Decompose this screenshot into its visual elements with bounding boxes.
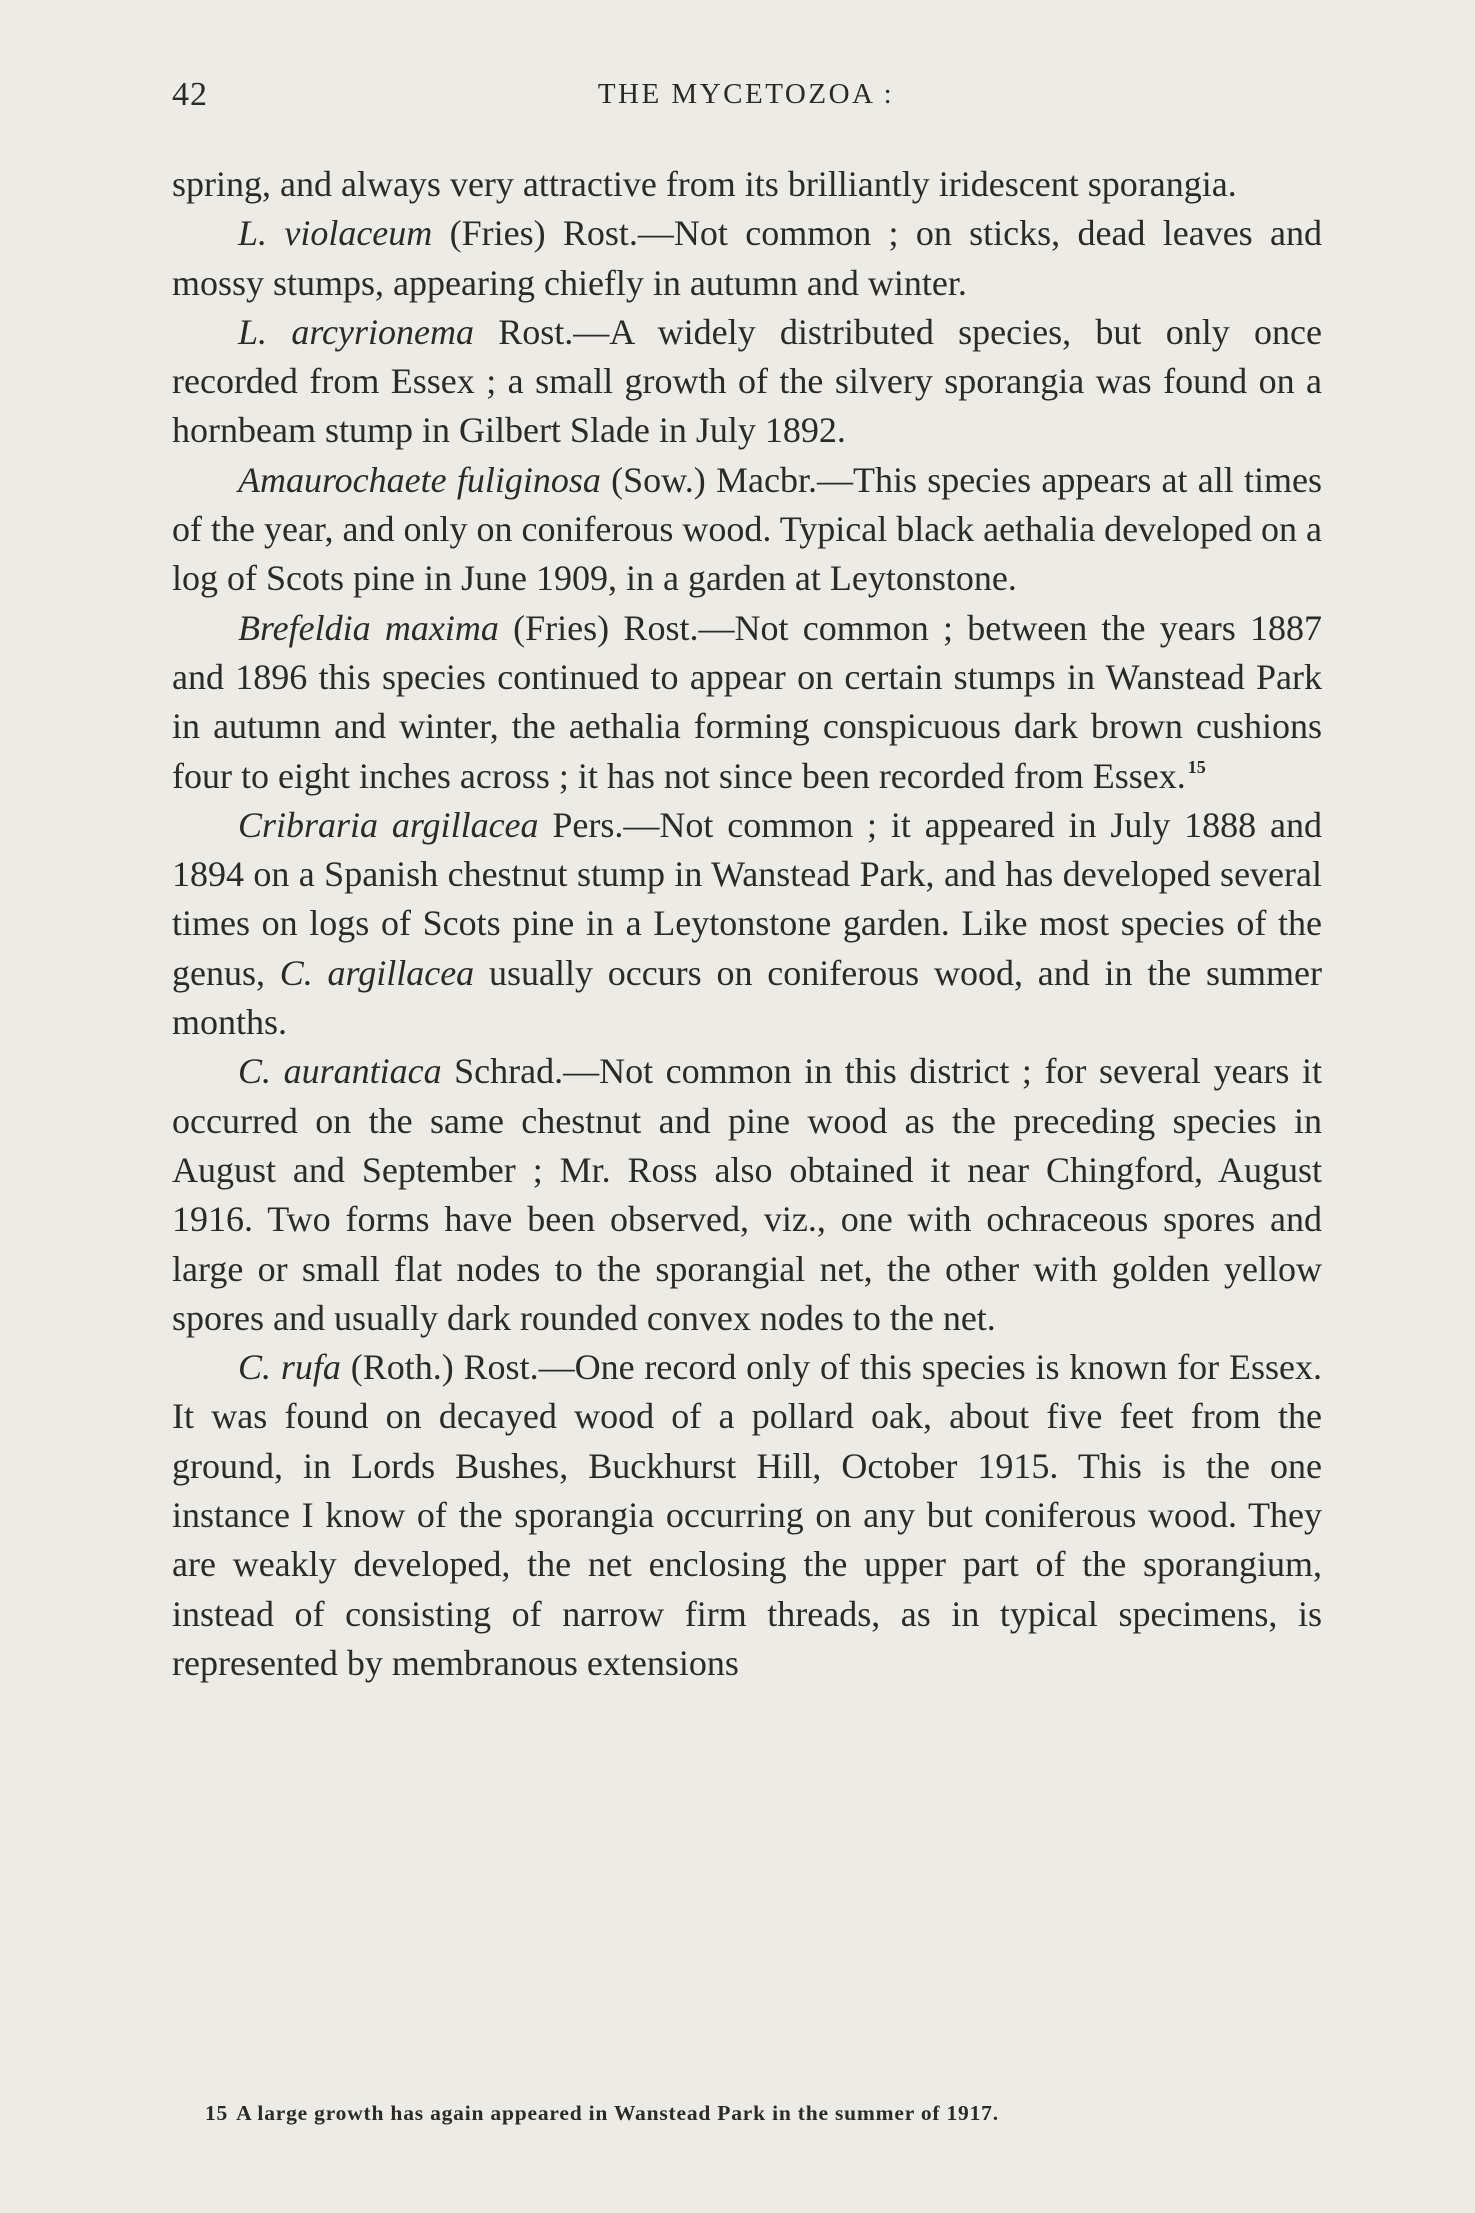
paragraph-text: usually occurs on coniferous wood, and in the summer months. xyxy=(172,952,1322,1043)
footnote-reference: 15 xyxy=(1187,756,1206,777)
paragraph-text: (Fries) Rost.—Not common ; between the years 1887 and 1896 this species continued to appear on certain stumps in Wanstead Park in autumn and winter, the aethalia forming conspicuous dark brown cushions four to eight inches across ; it has not since been recorded from Essex. xyxy=(172,607,1322,796)
paragraph-text: Schrad.—Not common in this district ; for several years it occurred on the same chestnut and pine wood as the preceding species in August and September ; Mr. Ross also obtained it near Chingford, August 1916. Two forms have been observed, viz., one with ochraceous spores and large or small flat nodes to the sporangial net, the other with golden yellow spores and usually dark rounded convex nodes to the net. xyxy=(172,1051,1322,1338)
body-text xyxy=(172,160,1322,1688)
paragraph-amaurochaete-fuliginosa xyxy=(172,456,1322,604)
species-name: Cribraria argillacea xyxy=(238,804,539,845)
paragraph-c-aurantiaca xyxy=(172,1047,1322,1343)
footnote-text: A large growth has again appeared in Wanstead Park in the summer of 1917. xyxy=(236,2101,999,2125)
paragraph-continuation xyxy=(172,160,1322,209)
paragraph-text: (Roth.) Rost.—One record only of this species is known for Essex. It was found on decayed wood of a pollard oak, about five feet from the ground, in Lords Bushes, Buckhurst Hill, October 1915. This is the one instance I know of the sporangia occurring on any but coniferous wood. They are weakly developed, the net enclosing the upper part of the sporangium, instead of consisting of narrow firm threads, as in typical specimens, is represented by membranous extensions xyxy=(172,1347,1323,1683)
species-name: C. rufa xyxy=(238,1347,341,1388)
page-number: 42 xyxy=(172,76,208,113)
paragraph-c-rufa xyxy=(172,1343,1322,1688)
species-name-inline: C. argillacea xyxy=(279,952,475,993)
footnote-number: 15 xyxy=(205,2101,229,2125)
species-name: L. arcyrionema xyxy=(238,311,474,352)
paragraph-text: Pers.—Not common ; it appeared in July 1888 and 1894 on a Spanish chestnut stump in Wanstead Park, and has developed several times on logs of Scots pine in a Leytonstone garden. Like most species of the genus, xyxy=(172,804,1322,993)
paragraph-brefeldia-maxima xyxy=(172,604,1322,801)
paragraph-text: (Sow.) Macbr.—This species appears at all times of the year, and only on coniferous wood. Typical black aethalia developed on a log of Scots pine in June 1909, in a garden at Leytonstone. xyxy=(172,459,1322,599)
paragraph-cribraria-argillacea xyxy=(172,801,1322,1047)
species-name: C. aurantiaca xyxy=(238,1051,442,1092)
running-head xyxy=(170,76,1322,120)
paragraph-text: Rost.—A widely distributed species, but only once recorded from Essex ; a small growth of the silvery sporangia was found on a hornbeam stump in Gilbert Slade in July 1892. xyxy=(172,311,1323,451)
running-title: THE MYCETOZOA : xyxy=(597,78,895,110)
paragraph-l-arcyrionema xyxy=(172,308,1322,456)
species-name: Amaurochaete fuliginosa xyxy=(238,459,601,500)
paragraph-l-violaceum xyxy=(172,209,1322,308)
species-name: Brefeldia maxima xyxy=(238,607,499,648)
footnote xyxy=(205,2101,1255,2126)
paragraph-text: spring, and always very attractive from its brilliantly iridescent sporangia. xyxy=(172,164,1237,204)
species-name: L. violaceum xyxy=(238,213,433,254)
paragraph-text: (Fries) Rost.—Not common ; on sticks, dead leaves and mossy stumps, appearing chiefly in autumn and winter. xyxy=(172,213,1322,303)
